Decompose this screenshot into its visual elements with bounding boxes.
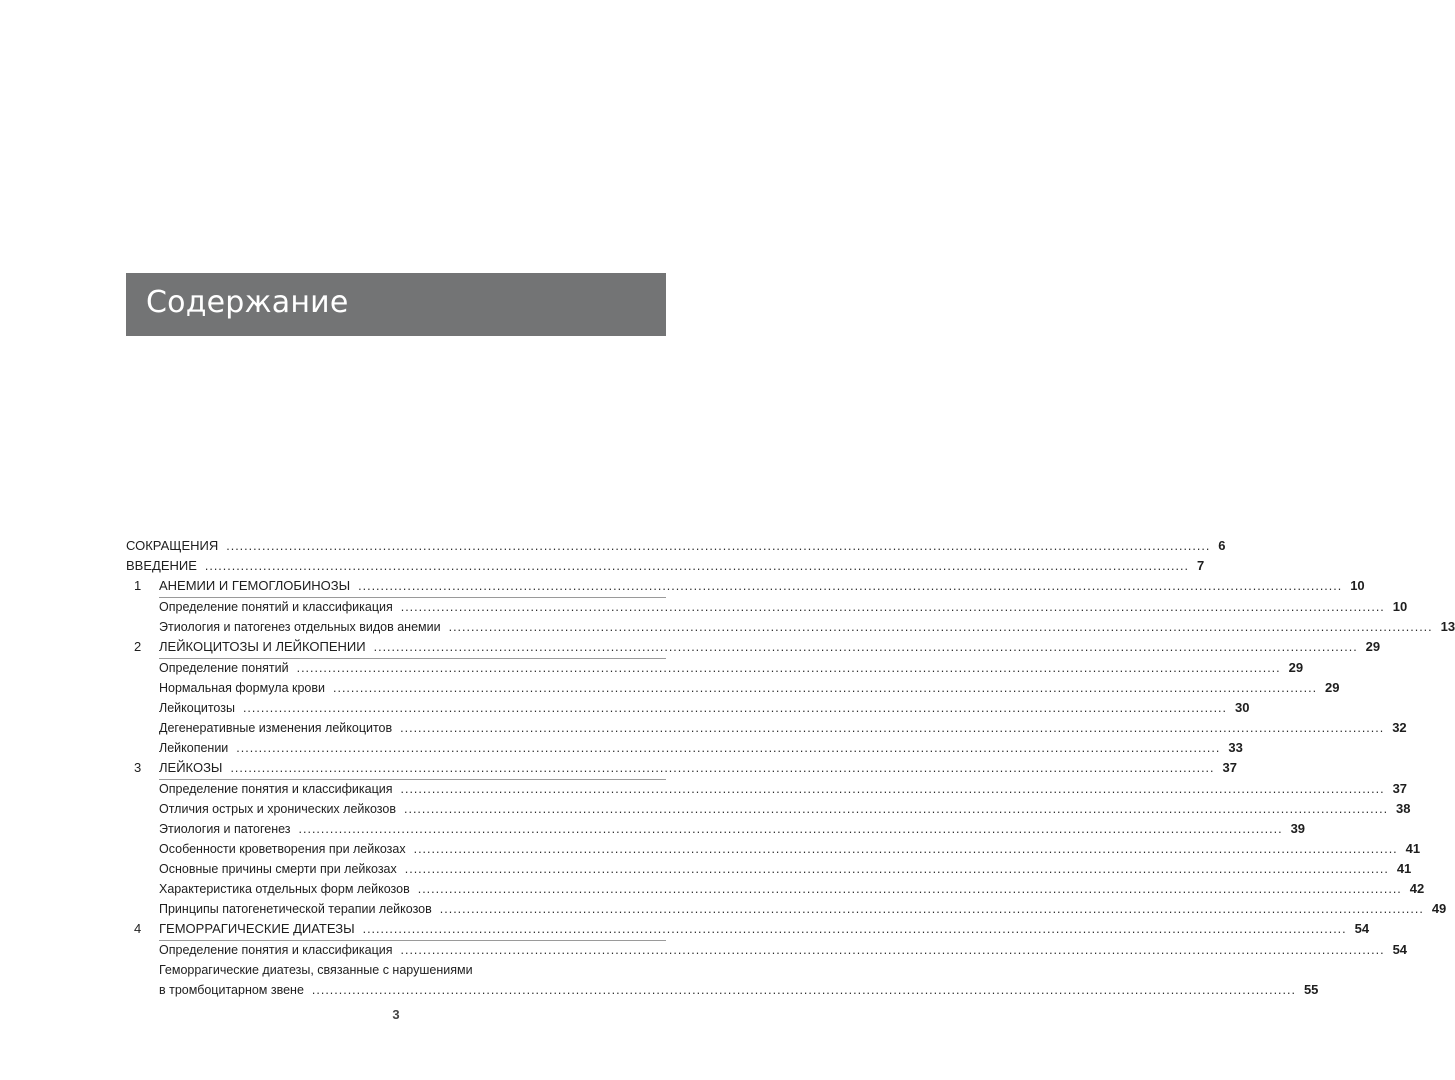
dot-leader: ............................................................................................................................................................................................................................ [439, 902, 1424, 916]
dot-leader: ............................................................................................................................................................................................................................ [400, 600, 1385, 614]
toc-item[interactable] [126, 878, 1425, 898]
dot-leader: ............................................................................................................................................................................................................................ [400, 721, 1385, 735]
dot-leader: ............................................................................................................................................................................................................................ [226, 539, 1211, 553]
toc-item[interactable] [126, 677, 1340, 697]
toc-label: Лейкоцитозы [159, 701, 235, 715]
dot-leader: ............................................................................................................................................................................................................................ [404, 862, 1389, 876]
toc-page: 54 [1392, 942, 1408, 957]
dot-leader: ............................................................................................................................................................................................................................ [333, 681, 1318, 695]
toc-item[interactable] [126, 818, 1306, 838]
toc-label: СОКРАЩЕНИЯ [126, 538, 219, 553]
toc-label: Определение понятия и классификация [159, 943, 393, 957]
toc-label: Этиология и патогенез [159, 822, 291, 836]
toc-item[interactable] [126, 697, 1250, 717]
toc-label: Основные причины смерти при лейкозах [159, 862, 397, 876]
dot-leader: ............................................................................................................................................................................................................................ [373, 640, 1358, 654]
toc-chapter-4[interactable] [126, 918, 1370, 938]
toc-page: 55 [1303, 982, 1319, 997]
toc-label: Определение понятий [159, 661, 289, 675]
toc-row-abbreviations[interactable] [126, 535, 1226, 555]
dot-leader: ............................................................................................................................................................................................................................ [358, 579, 1343, 593]
chapter-title: АНЕМИИ И ГЕМОГЛОБИНОЗЫ [159, 578, 351, 593]
dot-leader: ............................................................................................................................................................................................................................ [204, 559, 1189, 573]
dot-leader: ............................................................................................................................................................................................................................ [448, 620, 1433, 634]
toc-page: 13 [1440, 619, 1455, 634]
toc-page: 29 [1288, 660, 1304, 675]
dot-leader: ............................................................................................................................................................................................................................ [417, 882, 1402, 896]
toc-label: Определение понятия и классификация [159, 782, 393, 796]
toc-page: 30 [1235, 700, 1250, 715]
chapter-title: ЛЕЙКОЦИТОЗЫ И ЛЕЙКОПЕНИИ [159, 639, 366, 654]
toc-page: 6 [1218, 538, 1226, 553]
toc-page: 32 [1392, 720, 1407, 735]
toc-label: Особенности кроветворения при лейкозах [159, 842, 406, 856]
table-of-contents [126, 535, 1455, 999]
dot-leader: ............................................................................................................................................................................................................................ [236, 741, 1221, 755]
dot-leader: ............................................................................................................................................................................................................................ [400, 782, 1385, 796]
toc-label: Этиология и патогенез отдельных видов анемии [159, 620, 441, 634]
toc-page: 49 [1431, 901, 1447, 916]
page-title: Содержание [146, 285, 349, 320]
toc-label: Принципы патогенетической терапии лейкозов [159, 902, 432, 916]
toc-page: 7 [1196, 558, 1205, 573]
toc-label: Нормальная формула крови [159, 681, 325, 695]
toc-label: Характеристика отдельных форм лейкозов [159, 882, 410, 896]
toc-label: Дегенеративные изменения лейкоцитов [159, 721, 393, 735]
toc-page: 41 [1396, 861, 1412, 876]
toc-row-introduction[interactable] [126, 555, 1205, 575]
toc-page: 39 [1290, 821, 1306, 836]
dot-leader: ............................................................................................................................................................................................................................ [296, 661, 1281, 675]
header-band [126, 273, 666, 336]
toc-label: Определение понятий и классификация [159, 600, 393, 614]
chapter-title: ЛЕЙКОЗЫ [159, 760, 223, 775]
toc-label-line1: Геморрагические диатезы, связанные с нарушениями [159, 963, 473, 977]
toc-label-line2: в тромбоцитарном звене [159, 983, 304, 997]
toc-chapter-2[interactable] [126, 636, 1381, 656]
toc-item[interactable] [126, 598, 1408, 616]
toc-page: 54 [1354, 921, 1370, 936]
toc-page: 29 [1365, 639, 1381, 654]
dot-leader: ............................................................................................................................................................................................................................ [242, 701, 1227, 715]
toc-label: ВВЕДЕНИЕ [126, 558, 197, 573]
toc-page: 10 [1350, 578, 1365, 593]
page-number: 3 [392, 1007, 400, 1022]
toc-page: 38 [1396, 801, 1411, 816]
chapter-number: 1 [134, 578, 142, 593]
toc-page: 42 [1409, 881, 1425, 896]
chapter-number: 2 [134, 639, 142, 654]
dot-leader: ............................................................................................................................................................................................................................ [311, 983, 1296, 997]
toc-chapter-3[interactable] [126, 757, 1237, 777]
toc-item[interactable] [126, 898, 1447, 918]
dot-leader: ............................................................................................................................................................................................................................ [404, 802, 1389, 816]
toc-page: 37 [1392, 781, 1408, 796]
toc-label: Отличия острых и хронических лейкозов [159, 802, 396, 816]
toc-item[interactable] [126, 838, 1421, 858]
toc-item-multiline[interactable] [126, 959, 1319, 999]
dot-leader: ............................................................................................................................................................................................................................ [230, 761, 1215, 775]
toc-label: Лейкопении [159, 741, 229, 755]
chapter-title: ГЕМОРРАГИЧЕСКИЕ ДИАТЕЗЫ [159, 921, 355, 936]
toc-item[interactable] [126, 659, 1304, 677]
chapter-number: 3 [134, 760, 142, 775]
toc-page: 33 [1228, 740, 1243, 755]
toc-page: 10 [1392, 599, 1408, 614]
toc-item[interactable] [126, 737, 1243, 757]
toc-item[interactable] [126, 858, 1412, 878]
dot-leader: ............................................................................................................................................................................................................................ [298, 822, 1283, 836]
dot-leader: ............................................................................................................................................................................................................................ [362, 922, 1347, 936]
toc-item[interactable] [126, 798, 1411, 818]
dot-leader: ............................................................................................................................................................................................................................ [400, 943, 1385, 957]
dot-leader: ............................................................................................................................................................................................................................ [413, 842, 1398, 856]
toc-page: 29 [1325, 680, 1340, 695]
chapter-number: 4 [134, 921, 142, 936]
toc-item[interactable] [126, 780, 1408, 798]
toc-item-line2 [126, 979, 1319, 999]
toc-page: 37 [1222, 760, 1237, 775]
toc-item[interactable] [126, 717, 1407, 737]
toc-item[interactable] [126, 616, 1455, 636]
toc-page: 41 [1405, 841, 1421, 856]
toc-item[interactable] [126, 941, 1408, 959]
toc-chapter-1[interactable] [126, 575, 1365, 595]
